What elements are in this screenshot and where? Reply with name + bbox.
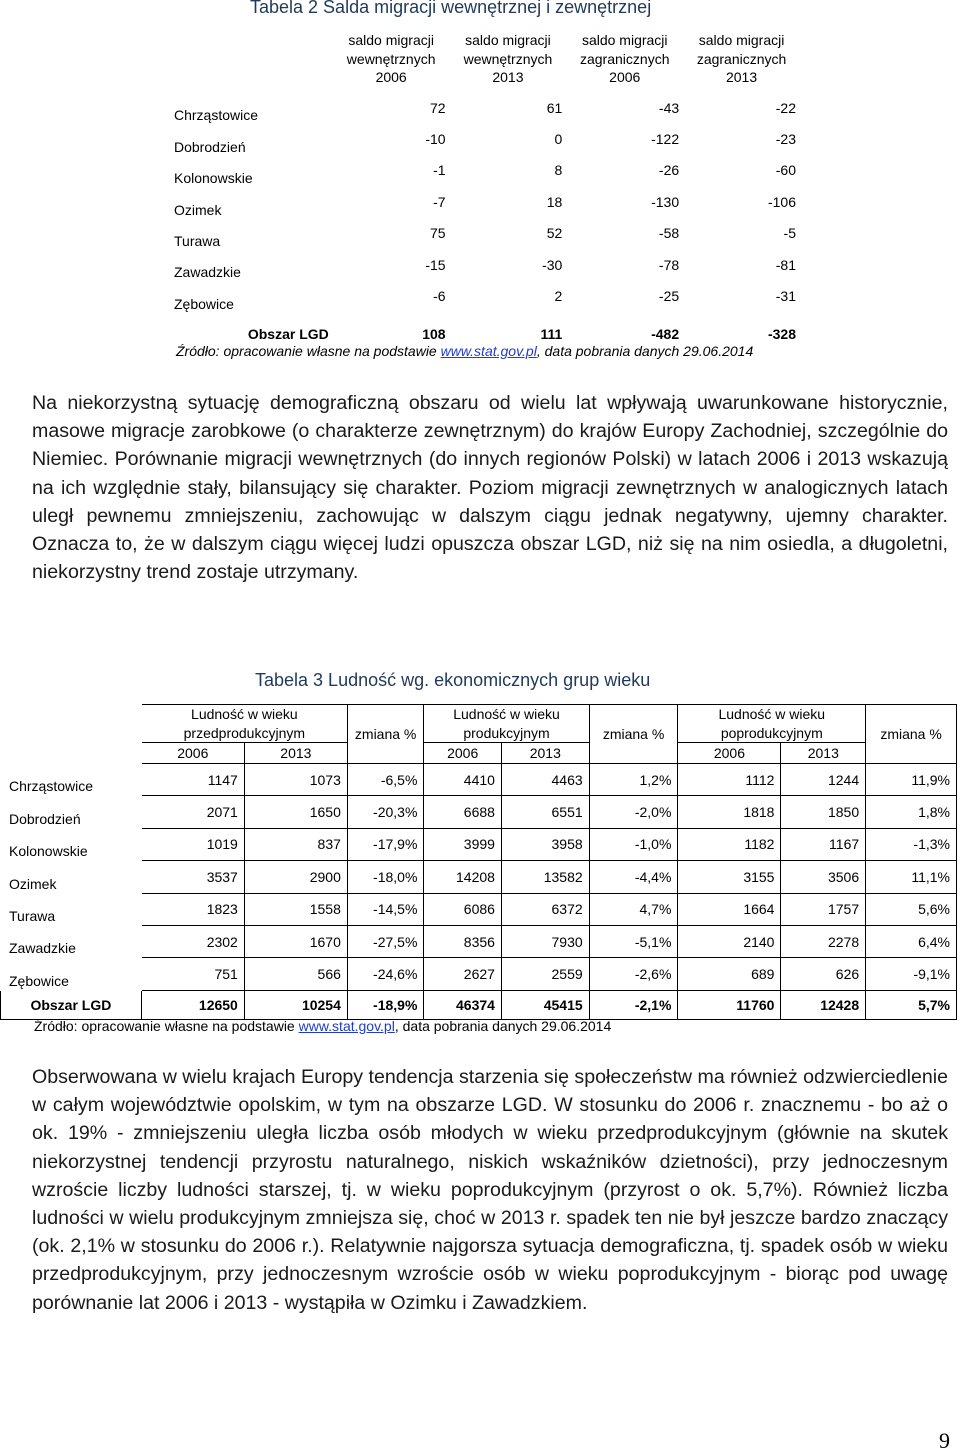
cell: -2,6% — [589, 958, 678, 990]
cell: -2,0% — [589, 796, 678, 828]
cell: 626 — [781, 958, 866, 990]
cell: -10 — [425, 131, 446, 148]
cell: -6,5% — [347, 764, 424, 796]
cell: 1850 — [781, 796, 866, 828]
row-name: Chrząstowice — [1, 764, 142, 796]
year-header: 2013 — [501, 743, 589, 764]
paragraph-aging: Obserwowana w wielu krajach Europy tendencja starzenia się społeczeństw ma również odzwierciedlenie w całym województwie opolskim, w tym na obszarze LGD. W stosunku do 2006 r. znacznemu - bo aż o ok. 19% - zmniejszeniu uległa liczba osób młodych w wieku przedprodukcyjnym (głównie na skutek niekorzystnej tendencji przyrostu naturalnego, niskich wskaźników dzietności), przy jednoczesnym wzroście liczby ludności starszej, tj. w wieku poprodukcyjnym (przyrost o ok. 5,7%). Również liczba ludności w wielu produkcyjnym zmniejsza się, choć w 2013 r. spadek ten nie był jeszcze bardzo znaczący (ok. 2,1% w stosunku do 2006 r.). Relatywnie najgorsza sytuacja demograficzna, tj. spadek osób w wieku przedprodukcyjnym, przy jednoczesnym wzroście osób w wieku poprodukcyjnym - biorąc pod uwagę porównanie lat 2006 i 2013 - wystąpiła w Ozimku i Zawadzkiem. — [32, 1066, 948, 1314]
cell: 5,7% — [866, 990, 957, 1019]
cell: -26 — [658, 162, 680, 179]
year-header: 2013 — [781, 743, 866, 764]
row-name: Zawadzkie — [1, 925, 142, 957]
cell: -106 — [767, 193, 796, 210]
cell: -27,5% — [347, 925, 424, 957]
source-link[interactable]: www.stat.gov.pl — [440, 343, 537, 359]
cell: 12428 — [781, 990, 866, 1019]
cell: 5,6% — [866, 893, 957, 925]
cell: 1244 — [781, 764, 866, 796]
cell: 1664 — [678, 893, 781, 925]
age-groups-table — [0, 704, 957, 1020]
source-date: , data pobrania danych 29.06.2014 — [536, 343, 754, 359]
cell: -2,1% — [589, 990, 678, 1019]
cell: 108 — [422, 325, 446, 342]
table-row — [168, 123, 800, 154]
cell: 0 — [554, 131, 563, 148]
row-name: Obszar LGD — [247, 325, 329, 342]
row-name: Turawa — [1, 893, 142, 925]
cell: -60 — [775, 162, 796, 179]
cell: 7930 — [501, 925, 589, 957]
row-name: Turawa — [174, 232, 221, 249]
group-header-prod: Ludność w wieku produkcyjnym — [424, 705, 589, 743]
year-header: 2013 — [244, 743, 347, 764]
page-number: 9 — [939, 1428, 950, 1453]
cell: 1823 — [141, 893, 244, 925]
cell: 3537 — [141, 861, 244, 893]
row-name: Ozimek — [174, 201, 222, 218]
cell: -5 — [783, 225, 796, 242]
cell: -14,5% — [347, 893, 424, 925]
cell: -24,6% — [347, 958, 424, 990]
cell: -43 — [658, 99, 680, 116]
cell: -25 — [658, 288, 680, 305]
table-row — [168, 155, 800, 186]
cell: -9,1% — [866, 958, 957, 990]
table-row — [1, 958, 957, 990]
cell: 1670 — [244, 925, 347, 957]
cell: 75 — [429, 225, 446, 242]
cell: 3506 — [781, 861, 866, 893]
cell: 3999 — [424, 828, 502, 860]
table-row — [168, 186, 800, 217]
cell: 4410 — [424, 764, 502, 796]
cell: -1,3% — [866, 828, 957, 860]
cell: 18 — [546, 193, 563, 210]
table-row — [1, 796, 957, 828]
cell: 2278 — [781, 925, 866, 957]
cell: 11,1% — [866, 861, 957, 893]
cell: -81 — [775, 256, 796, 273]
cell: -328 — [767, 325, 796, 342]
table-row — [168, 92, 800, 123]
header-col-4: saldo migracji zagranicznych 2013 — [696, 32, 787, 86]
cell: -1 — [433, 162, 446, 179]
cell: 1558 — [244, 893, 347, 925]
cell: 2627 — [424, 958, 502, 990]
cell: -7 — [433, 193, 446, 210]
header-col-2: saldo migracji wewnętrznych 2013 — [463, 32, 553, 86]
table-row-total — [1, 990, 957, 1019]
table-row — [1, 861, 957, 893]
row-name: Ozimek — [1, 861, 142, 893]
table-row — [1, 925, 957, 957]
cell: 1,8% — [866, 796, 957, 828]
change-header-3: zmiana % — [866, 705, 957, 764]
source-text: Źródło: opracowanie własne na podstawie — [176, 343, 441, 359]
cell: 566 — [244, 958, 347, 990]
change-header-1: zmiana % — [347, 705, 424, 764]
cell: 751 — [141, 958, 244, 990]
table2-caption: Tabela 2 Salda migracji wewnętrznej i zewnętrznej — [250, 0, 652, 17]
cell: -130 — [651, 193, 680, 210]
table2-source — [176, 343, 753, 359]
cell: 14208 — [424, 861, 502, 893]
cell: 689 — [678, 958, 781, 990]
table-row-total — [168, 312, 800, 346]
cell: 2302 — [141, 925, 244, 957]
cell: 52 — [546, 225, 563, 242]
cell: 45415 — [501, 990, 589, 1019]
cell: -78 — [658, 256, 680, 273]
table-row — [168, 249, 800, 280]
group-header-post: Ludność w wieku poprodukcyjnym — [678, 705, 866, 743]
cell: 2900 — [244, 861, 347, 893]
year-header: 2006 — [678, 743, 781, 764]
cell: 11760 — [678, 990, 781, 1019]
table-row — [168, 280, 800, 311]
row-name: Zębowice — [1, 958, 142, 990]
header-col-1: saldo migracji wewnętrznych 2006 — [346, 32, 436, 86]
cell: 3958 — [501, 828, 589, 860]
cell: -15 — [425, 256, 446, 273]
cell: 10254 — [244, 990, 347, 1019]
group-header-pre: Ludność w wieku przedprodukcyjnym — [141, 705, 347, 743]
cell: 61 — [546, 99, 563, 116]
cell: 13582 — [501, 861, 589, 893]
cell: 1182 — [678, 828, 781, 860]
cell: -122 — [651, 131, 680, 148]
cell: 2140 — [678, 925, 781, 957]
table-row — [168, 218, 800, 249]
source-text: Źródło: opracowanie własne na podstawie — [34, 1018, 299, 1034]
cell: 111 — [540, 325, 563, 342]
cell: 1167 — [781, 828, 866, 860]
cell: 72 — [429, 99, 446, 116]
cell: 1073 — [244, 764, 347, 796]
cell: -23 — [775, 131, 796, 148]
cell: -18,9% — [347, 990, 424, 1019]
year-header: 2006 — [424, 743, 502, 764]
cell: 1757 — [781, 893, 866, 925]
cell: 6551 — [501, 796, 589, 828]
cell: -482 — [651, 325, 680, 342]
cell: 1147 — [141, 764, 244, 796]
row-name: Chrząstowice — [174, 107, 259, 124]
cell: -1,0% — [589, 828, 678, 860]
cell: 1650 — [244, 796, 347, 828]
source-date: , data pobrania danych 29.06.2014 — [394, 1018, 612, 1034]
row-name: Kolonowskie — [1, 828, 142, 860]
cell: 4463 — [501, 764, 589, 796]
table-row — [1, 893, 957, 925]
change-header-2: zmiana % — [589, 705, 678, 764]
row-name: Zębowice — [174, 295, 234, 312]
header-blank — [168, 26, 333, 92]
cell: 3155 — [678, 861, 781, 893]
row-name: Zawadzkie — [174, 264, 241, 281]
cell: -5,1% — [589, 925, 678, 957]
header-col-3: saldo migracji zagranicznych 2006 — [579, 32, 670, 86]
row-name: Dobrodzień — [1, 796, 142, 828]
migration-table — [168, 26, 800, 346]
cell: 2071 — [141, 796, 244, 828]
cell: 6,4% — [866, 925, 957, 957]
cell: 837 — [244, 828, 347, 860]
cell: -22 — [775, 99, 796, 116]
table3-caption: Tabela 3 Ludność wg. ekonomicznych grup wieku — [255, 670, 651, 690]
cell: 1,2% — [589, 764, 678, 796]
cell: -6 — [433, 288, 446, 305]
cell: -18,0% — [347, 861, 424, 893]
cell: 4,7% — [589, 893, 678, 925]
cell: 6372 — [501, 893, 589, 925]
cell: 12650 — [141, 990, 244, 1019]
cell: -4,4% — [589, 861, 678, 893]
cell: 8 — [554, 162, 563, 179]
cell: 11,9% — [866, 764, 957, 796]
cell: -58 — [658, 225, 680, 242]
cell: -31 — [775, 288, 796, 305]
source-link[interactable]: www.stat.gov.pl — [298, 1018, 395, 1034]
cell: 46374 — [424, 990, 502, 1019]
cell: 1112 — [678, 764, 781, 796]
cell: 1818 — [678, 796, 781, 828]
cell: 1019 — [141, 828, 244, 860]
cell: 2559 — [501, 958, 589, 990]
table-row — [1, 764, 957, 796]
cell: -30 — [542, 256, 563, 273]
row-name: Obszar LGD — [1, 990, 142, 1019]
cell: 2 — [554, 288, 563, 305]
row-name: Dobrodzień — [174, 138, 246, 155]
table3-source — [34, 1018, 611, 1034]
table-row — [1, 828, 957, 860]
cell: 6086 — [424, 893, 502, 925]
cell: -17,9% — [347, 828, 424, 860]
header-blank — [1, 705, 142, 764]
row-name: Kolonowskie — [174, 170, 253, 187]
year-header: 2006 — [141, 743, 244, 764]
paragraph-migration: Na niekorzystną sytuację demograficzną obszaru od wielu lat wpływają uwarunkowane historycznie, masowe migracje zarobkowe (o charakterze zewnętrznym) do krajów Europy Zachodniej, szczególnie do Niemiec. Porównanie migracji wewnętrznych (do innych regionów Polski) w latach 2006 i 2013 wskazują na ich względnie stały, bilansujący się charakter. Poziom migracji zewnętrznych w analogicznych latach uległ pewnemu zmniejszeniu, zachowując w dalszym ciągu jednak negatywny, ujemny charakter. Oznacza to, że w dalszym ciągu więcej ludzi opuszcza obszar LGD, niż się na nim osiedla, a długoletni, niekorzystny trend zostaje utrzymany. — [32, 392, 948, 584]
cell: -20,3% — [347, 796, 424, 828]
cell: 6688 — [424, 796, 502, 828]
cell: 8356 — [424, 925, 502, 957]
